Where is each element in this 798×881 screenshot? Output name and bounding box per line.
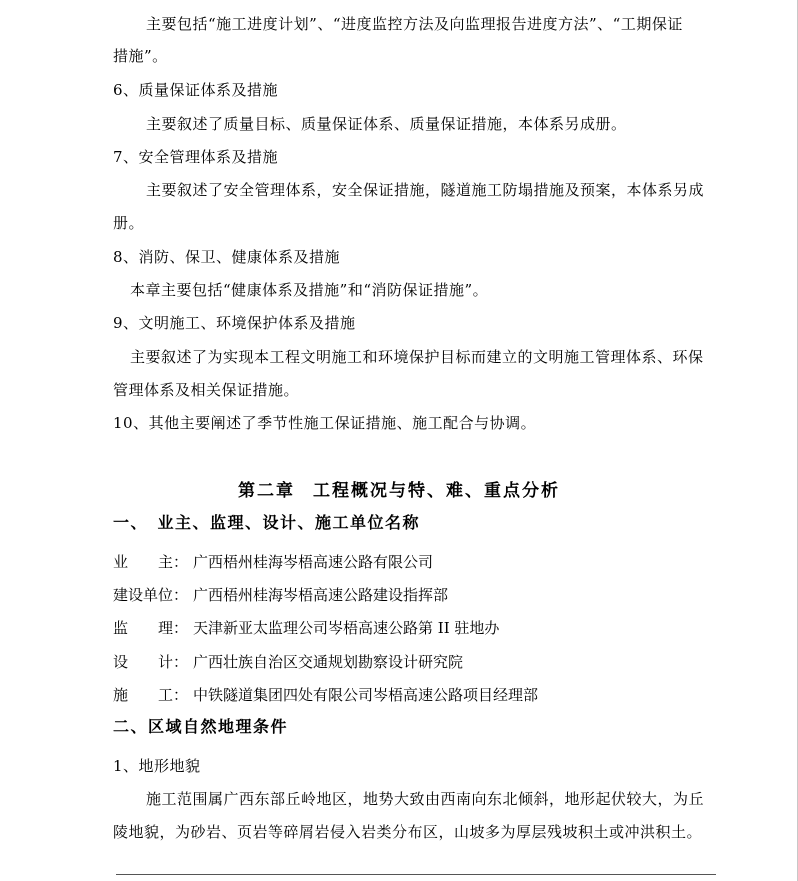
info-key: 监 理： (113, 619, 189, 637)
info-value: 天津新亚太监理公司岑梧高速公路第 II 驻地办 (193, 619, 500, 637)
paragraph-line: 册。 (113, 214, 145, 232)
paragraph-line: 主要叙述了质量目标、质量保证体系、质量保证措施，本体系另成册。 (146, 115, 627, 133)
paragraph-line: 措施”。 (113, 47, 168, 65)
paragraph-line: 主要叙述了为实现本工程文明施工和环境保护目标而建立的文明施工管理体系、环保 (130, 348, 704, 366)
section-heading-1: 一、 业主、监理、设计、施工单位名称 (113, 513, 421, 532)
item-heading-7: 7、安全管理体系及措施 (113, 148, 279, 166)
item-heading-9: 9、文明施工、环境保护体系及措施 (113, 314, 356, 332)
info-row-contractor (113, 685, 538, 705)
page-bottom-rule (116, 874, 716, 875)
info-key: 设 计： (113, 653, 189, 671)
paragraph-line: 管理体系及相关保证措施。 (113, 381, 300, 399)
info-key: 业 主： (113, 553, 189, 571)
item-heading-6: 6、质量保证体系及措施 (113, 81, 279, 99)
item-heading-8: 8、消防、保卫、健康体系及措施 (113, 248, 341, 266)
info-value: 中铁隧道集团四处有限公司岑梧高速公路项目经理部 (193, 686, 539, 704)
section-heading-2: 二、区域自然地理条件 (113, 717, 289, 736)
info-value: 广西梧州桂海岑梧高速公路建设指挥部 (193, 586, 449, 604)
paragraph-line: 施工范围属广西东部丘岭地区，地势大致由西南向东北倾斜，地形起伏较大，为丘 (146, 790, 705, 808)
chapter-number: 第二章 (238, 481, 295, 501)
info-key: 建设单位： (113, 586, 189, 604)
paragraph-line: 主要叙述了安全管理体系，安全保证措施，隧道施工防塌措施及预案，本体系另成 (146, 181, 705, 199)
chapter-name: 工程概况与特、难、重点分析 (313, 481, 560, 501)
info-value: 广西壮族自治区交通规划勘察设计研究院 (193, 653, 464, 671)
chapter-title (0, 479, 798, 503)
paragraph-line: 本章主要包括“健康体系及措施”和“消防保证措施”。 (130, 281, 489, 299)
paragraph-line: 主要包括“施工进度计划”、“进度监控方法及向监理报告进度方法”、“工期保证 (146, 15, 683, 33)
paragraph-line: 陵地貌，为砂岩、页岩等碎屑岩侵入岩类分布区，山坡多为厚层残坡积土或冲洪积土。 (113, 823, 703, 841)
subsection-heading: 1、地形地貌 (113, 757, 201, 775)
info-key: 施 工： (113, 686, 189, 704)
info-row-owner (113, 552, 433, 572)
info-row-builder (113, 585, 448, 605)
info-row-designer (113, 652, 463, 672)
item-heading-10: 10、其他主要阐述了季节性施工保证措施、施工配合与协调。 (113, 414, 537, 432)
info-row-supervisor (113, 618, 499, 638)
info-value: 广西梧州桂海岑梧高速公路有限公司 (193, 553, 434, 571)
